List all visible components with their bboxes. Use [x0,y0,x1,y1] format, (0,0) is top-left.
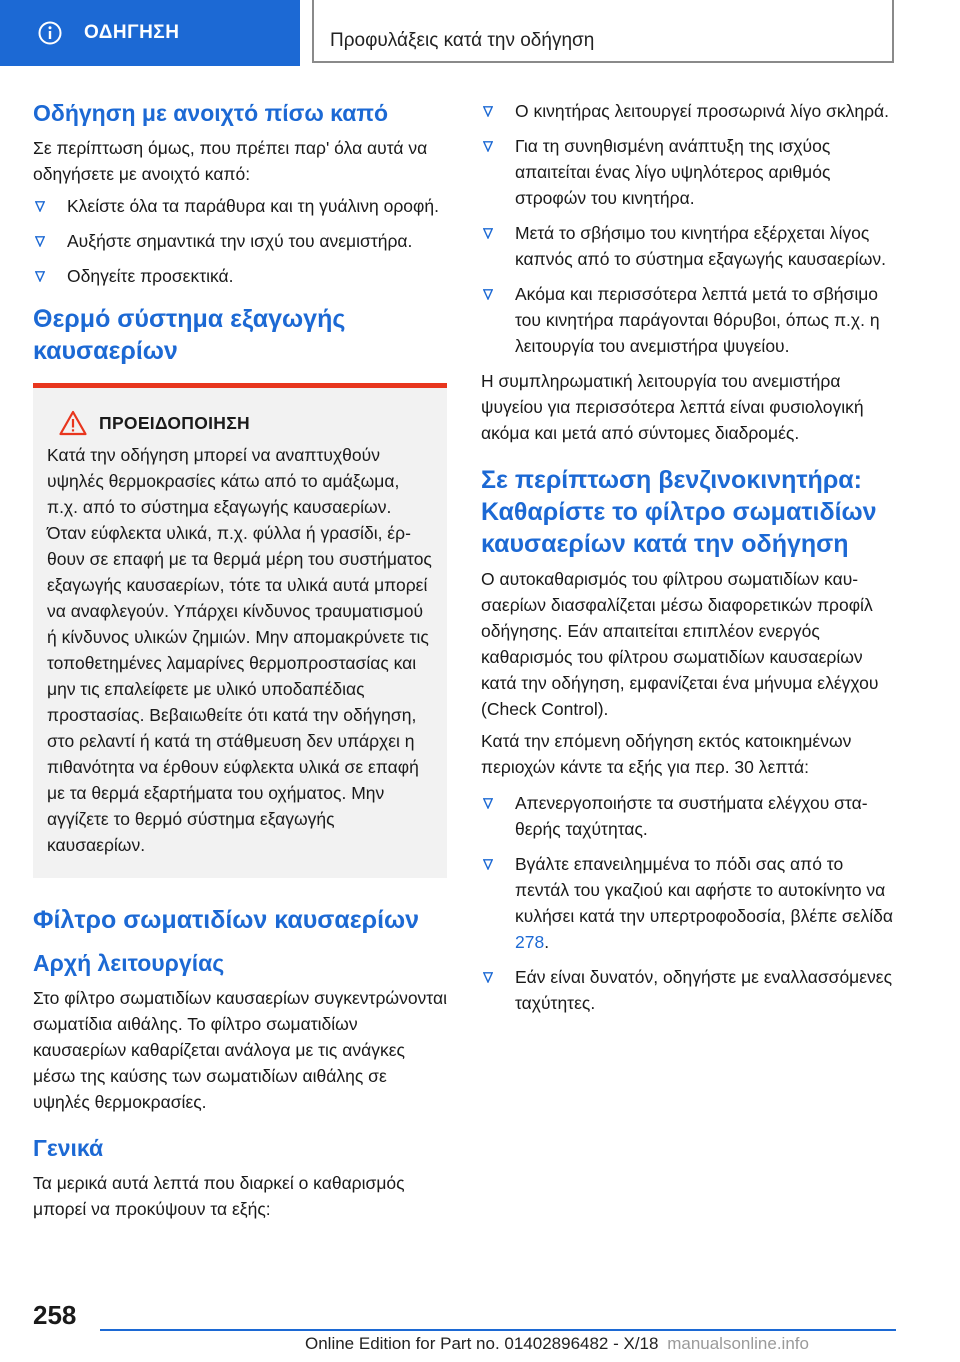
left-column [33,98,447,1228]
topic-tab [312,0,894,63]
bullet-list-effects [481,98,896,359]
bullet-list-open-hood [33,193,447,289]
warning-triangle-icon [59,410,87,436]
warning-box [33,383,447,878]
bullet-triangle-icon [483,106,493,117]
footer-edition [305,1334,809,1354]
bullet-triangle-icon [35,236,45,247]
paragraph-fan: Η συμπληρωματική λειτουργία του ανεμιστήρα ψυγείου για περισσότερα λεπτά είναι φυσιολογική ακόμα και μετά από σύντομες διαδρομές. [481,371,864,443]
heading-particulate-filter: Φίλτρο σωματιδίων καυσαερίων [33,906,420,934]
bullet-triangle-icon [35,271,45,282]
section-tab[interactable] [0,0,300,66]
paragraph-open-hood: Σε περίπτωση όμως, που πρέπει παρ' όλα αυτά να οδηγήσετε με ανοιχτό καπό: [33,138,428,184]
warning-title-row [47,410,433,436]
list-item: Εάν είναι δυνατόν, οδηγήστε με εναλλασσόμενες ταχύτητες. [481,964,896,1016]
list-item: Μετά το σβήσιμο του κινητήρα εξέρχεται λίγος καπνός από το σύστημα εξαγωγής καυσαερίων. [481,220,896,272]
heading-open-hood: Οδήγηση με ανοιχτό πίσω καπό [33,100,389,126]
list-item: Ακόμα και περισσότερα λεπτά μετά το σβήσιμο του κινητήρα παράγονται θόρυβοι, όπως π.χ. η λειτουργία του ανεμιστήρα ψυγείου. [481,281,896,359]
paragraph-next-drive: Κατά την επόμενη οδήγηση εκτός κατοικημένων περιοχών κάντε τα εξής για περ. 30 λεπτά: [481,731,852,777]
page-link-278[interactable]: 278 [515,932,545,952]
list-item: Κλείστε όλα τα παράθυρα και τη γυάλινη οροφή. [33,193,447,219]
section-label: ΟΔΗΓΗΣΗ [84,22,180,43]
bullet-triangle-icon [483,141,493,152]
heading-petrol: Σε περίπτωση βενζινοκινητήρα: Καθαρίστε το φίλτρο σωματιδίων καυσαερίων κατά την οδήγηση [481,466,877,558]
paragraph-principle: Στο φίλτρο σωματιδίων καυσαερίων συγκεντρώνονται σωματίδια αιθάλης. Το φίλτρο σωματιδίων καυσαερίων καθαρίζεται ανάλογα με τις ανάγκες μέσω της καύσης των σωματιδίων αιθάλης σε υψηλές θερμοκρασίες. [33,988,447,1112]
page-header [0,0,960,66]
paragraph-general: Τα μερικά αυτά λεπτά που διαρκεί ο καθαρισμός μπορεί να προκύψουν τα εξής: [33,1173,405,1219]
warning-text: Κατά την οδήγηση μπορεί να αναπτυχθούν υψηλές θερμοκρασίες κάτω από το αμάξωμα, π.χ. από το σύστημα εξαγωγής καυσαερίων. Όταν εύφλεκτα υλικά, π.χ. φύλλα ή γρασίδι, έρθουν σε επαφή με τα θερμά μέρη του συστήματος εξαγωγής καυσαερίων, τότε τα υλικά αυτά μπορεί να αναφλεγούν. Υπάρχει κίνδυνος τραυματισμού ή κίνδυνος υλικών ζημιών. Μην απομακρύνετε τις τοποθετημένες λαμαρίνες θερμοπροστασίας και μην τις επαλείφετε με υλικό υποδαπέδιας προστασίας. Βεβαιωθείτε ότι κατά την οδήγηση, στο ρελαντί ή κατά τη στάθμευση δεν υπάρχει η πιθανότητα να έρθουν εύφλεκτα υλικά σε επαφή με τα θερμά εξαρτήματα του οχήματος. Μην αγγίζετε το θερμό σύστημα εξαγωγής καυσαερίων. [47,445,432,855]
heading-general: Γενικά [33,1135,104,1161]
bullet-triangle-icon [483,289,493,300]
page-number: 258 [33,1300,77,1330]
list-item: Αυξήστε σημαντικά την ισχύ του ανεμιστήρα. [33,228,447,254]
heading-principle: Αρχή λειτουργίας [33,950,225,976]
paragraph-petrol: Ο αυτοκαθαρισμός του φίλτρου σωματιδίων καυσαερίων διασφαλίζεται μέσω διαφορετικών προφίλ οδήγησης. Εάν απαιτείται επιπλέον ενεργός καθαρισμός του φίλτρου σωματιδίων καυσαερίων κατά την οδήγηση, εμφανίζεται ένα μήνυμα ελέγχου (Check Control). [481,569,879,719]
warning-title: ΠΡΟΕΙΔΟΠΟΙΗΣΗ [99,413,250,433]
footer-rule [100,1329,896,1331]
right-column [481,98,896,1025]
info-icon [38,21,62,45]
bullet-triangle-icon [35,201,45,212]
bullet-triangle-icon [483,798,493,809]
heading-exhaust: Θερμό σύστημα εξαγωγής καυσαερίων [33,305,346,365]
list-item: Απενεργοποιήστε τα συστήματα ελέγχου σταθερής ταχύτητας. [481,790,896,842]
bullet-triangle-icon [483,859,493,870]
bullet-triangle-icon [483,972,493,983]
edition-text: Online Edition for Part no. 01402896482 - X/18 [305,1334,659,1353]
topic-label: Προφυλάξεις κατά την οδήγηση [330,30,595,51]
watermark-text: manualsonline.info [667,1334,809,1353]
list-item: Οδηγείτε προσεκτικά. [33,263,447,289]
list-item: Για τη συνηθισμένη ανάπτυξη της ισχύος απαιτείται ένας λίγο υψηλότερος αριθμός στροφών του κινητήρα. [481,133,896,211]
list-item: Ο κινητήρας λειτουργεί προσωρινά λίγο σκληρά. [481,98,896,124]
bullet-list-actions [481,790,896,1016]
list-item: Βγάλτε επανειλημμένα το πόδι σας από το πεντάλ του γκαζιού και αφήστε το αυτοκίνητο να κυλήσει κατά την υπερτροφοδοσία, βλέπε σελίδα 278. [481,851,896,955]
bullet-triangle-icon [483,228,493,239]
